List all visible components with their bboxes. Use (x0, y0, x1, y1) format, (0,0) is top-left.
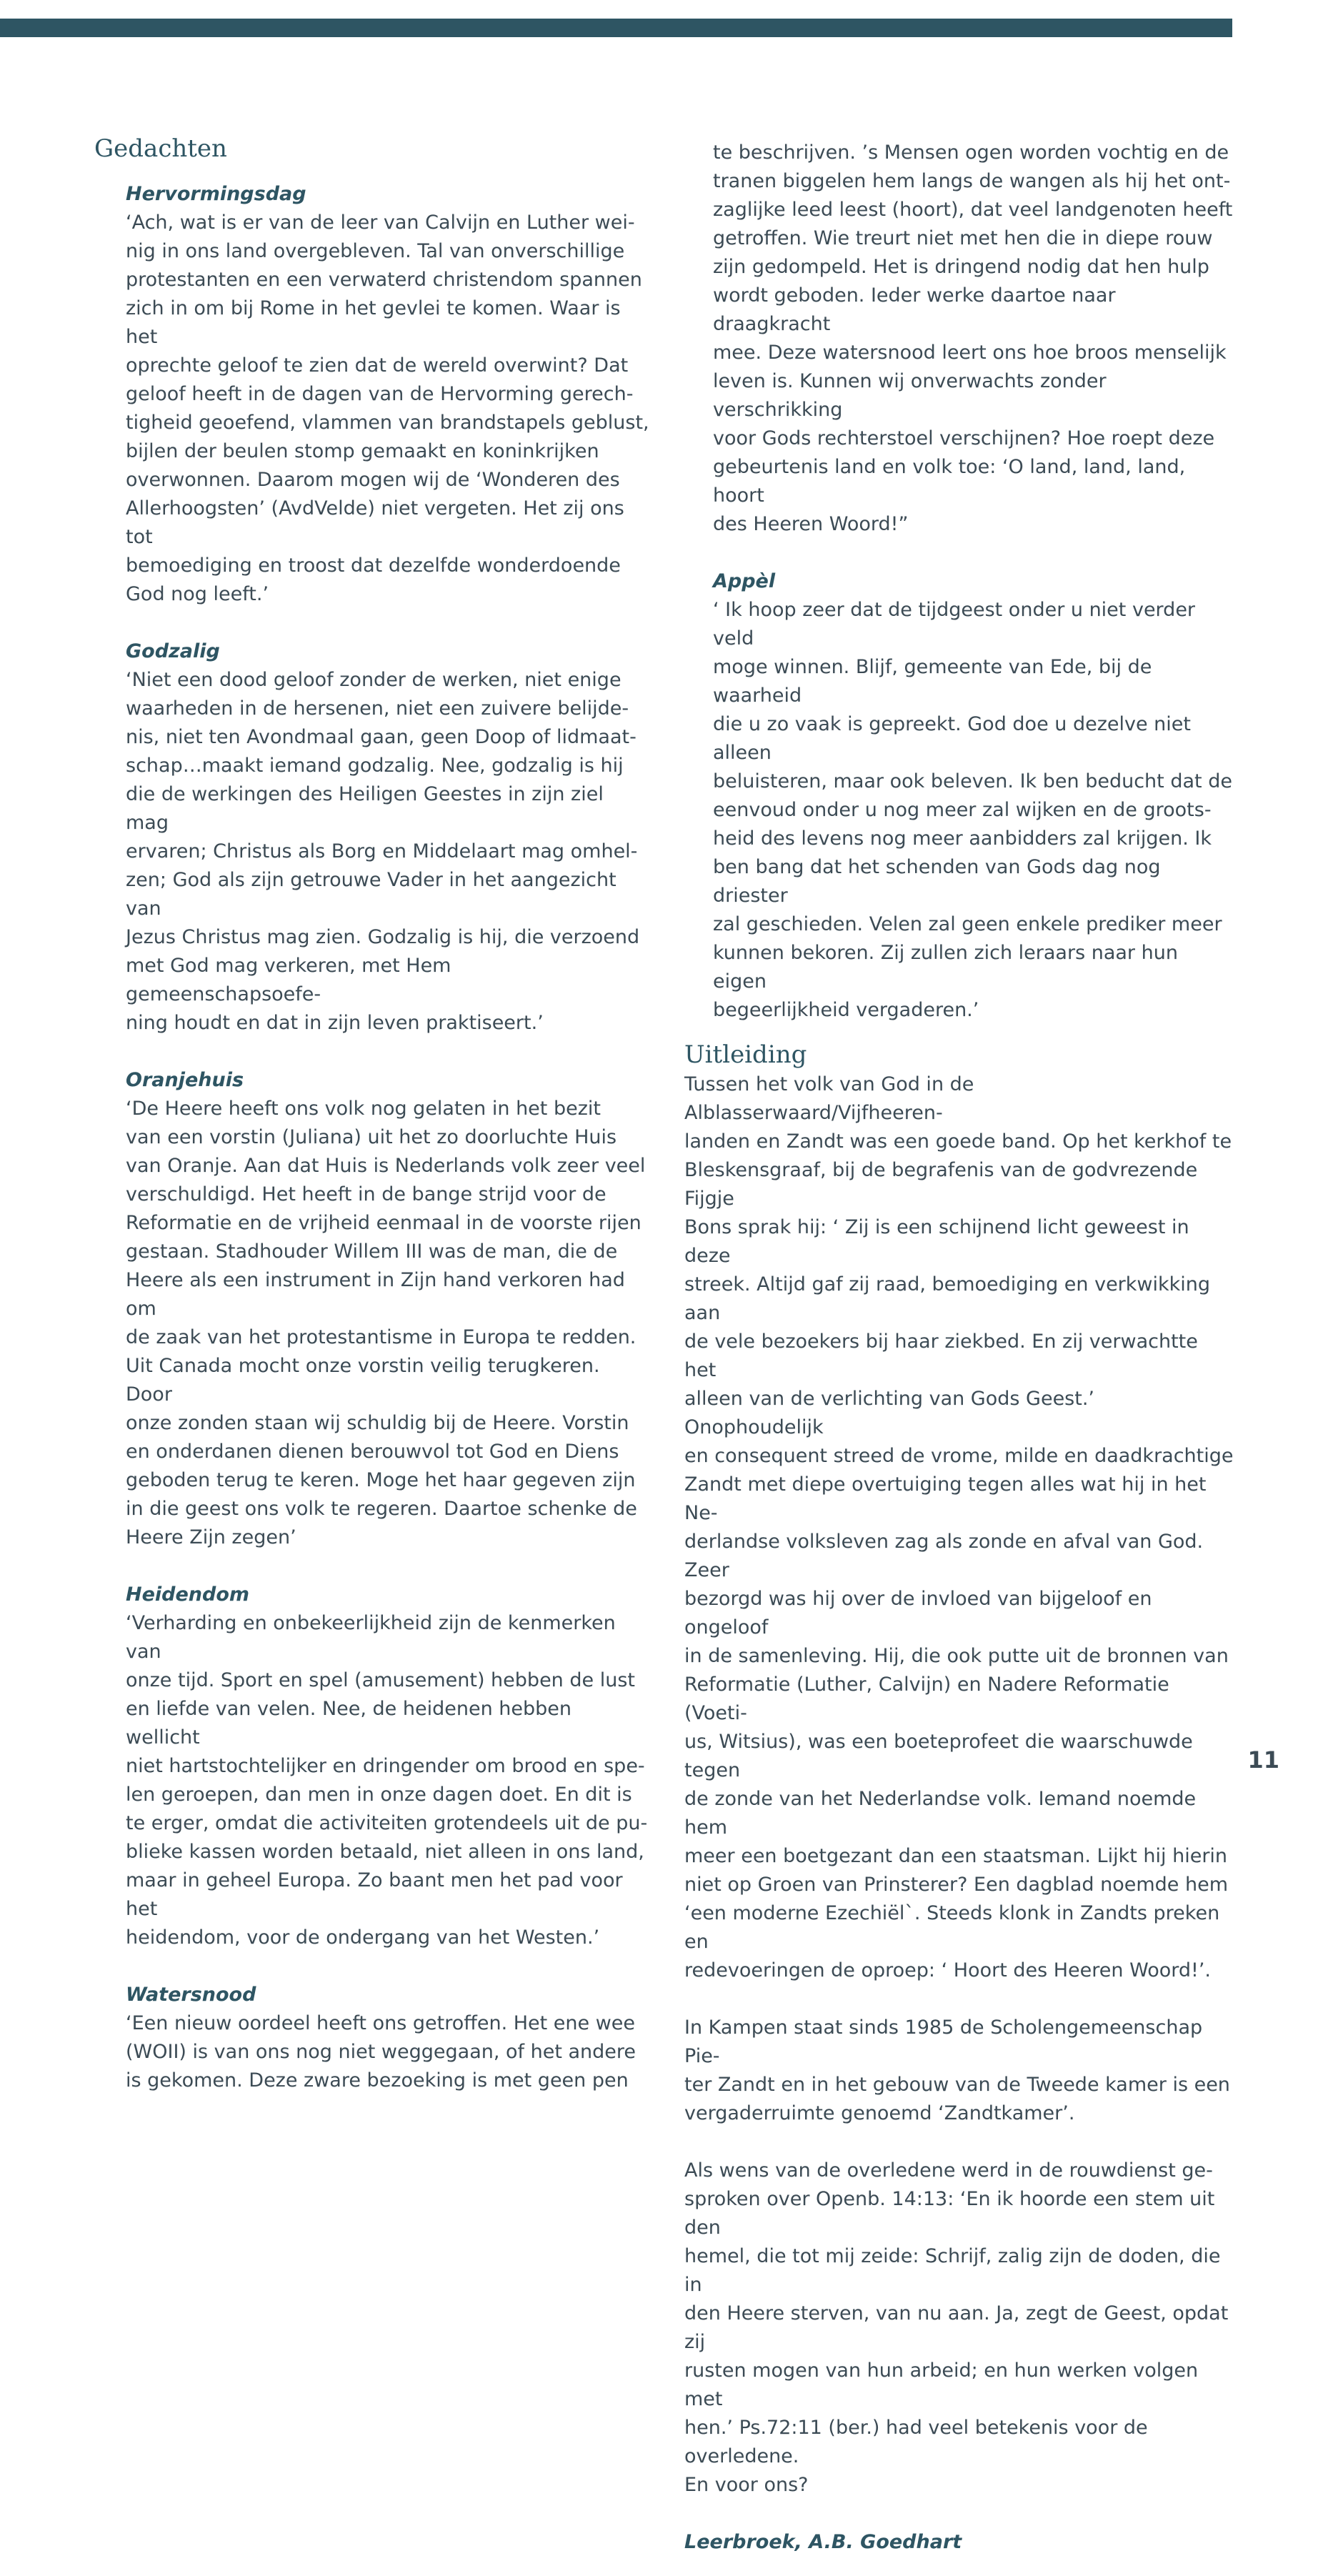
section-hervormingsdag (126, 180, 650, 609)
section-heidendom (126, 1581, 650, 1952)
page-number: 11 (1247, 1746, 1279, 1774)
paragraph: In Kampen staat sinds 1985 de Scholengemeenschap Pie- ter Zandt en in het gebouw van de Tweede kamer is een vergaderruimte genoemd ‘Zandtkamer’. (684, 2016, 1230, 2124)
section-heading-gedachten: Gedachten (94, 134, 227, 163)
subheading: Godzalig (126, 640, 220, 662)
paragraph: ‘Verharding en onbekeerlijkheid zijn de kenmerken van onze tijd. Sport en spel (amusement) hebben de lust en liefde van velen. Nee, de heidenen hebben wellicht niet hartstochtelijker en dringender om brood en spe- len geroepen, dan men in onze dagen doet. En dit is te erger, omdat die activiteiten grotendeels uit de pu- blieke kassen worden betaald, niet alleen in ons land, maar in geheel Europa. Zo baant men het pad voor het heidendom, voor de ondergang van het Westen.’ (126, 1612, 648, 1949)
paragraph: ‘Ach, wat is er van de leer van Calvijn en Luther wei- nig in ons land overgebleven. Tal van onverschillige protestanten en een verwaterd christendom spannen zich in om bij Rome in het gevlei te komen. Waar is het oprechte geloof te zien dat de wereld overwint? Dat geloof heeft in de dagen van de Hervorming gerech- tigheid geoefend, vlammen van brandstapels geblust, bijlen der beulen stomp gemaakt en koninkrijken overwonnen. Daarom mogen wij de ‘Wonderen des Allerhoogsten’ (AvdVelde) niet vergeten. Het zij ons tot bemoediging en troost dat dezelfde wonderdoende God nog leeft.’ (126, 212, 649, 605)
section-watersnood-continued (713, 139, 1234, 539)
paragraph: ‘Niet een dood geloof zonder de werken, niet enige waarheden in de hersenen, niet een zuivere belijde- nis, niet ten Avondmaal gaan, geen Doop of lidmaat- schap…maakt iemand godzalig. Nee, godzalig is hij die de werkingen des Heiligen Geestes in zijn ziel mag ervaren; Christus als Borg en Middelaart mag omhel- zen; God als zijn getrouwe Vader in het aangezicht van Jezus Christus mag zien. Godzalig is hij, die verzoend met God mag verkeren, met Hem gemeenschapsoefe- ning houdt en dat in zijn leven praktiseert.’ (126, 669, 640, 1034)
subheading: Oranjehuis (126, 1069, 244, 1091)
section-godzalig (126, 637, 650, 1038)
paragraph: te beschrijven. ’s Mensen ogen worden vochtig en de tranen biggelen hem langs de wangen als hij het ont- zaglijke leed leest (hoort), dat veel landgenoten heeft getroffen. Wie treurt niet met hen die in diepe rouw zijn gedompeld. Het is dringend nodig dat hen hulp wordt geboden. Ieder werke daartoe naar draagkracht mee. Deze watersnood leert ons hoe broos menselijk leven is. Kunnen wij onverwachts zonder verschrikking voor Gods rechterstoel verschijnen? Hoe roept deze gebeurtenis land en volk toe: ‘O land, land, land, hoort des Heeren Woord!” (713, 141, 1233, 535)
section-appel (713, 567, 1234, 1025)
author-signature: Leerbroek, A.B. Goedhart (684, 2531, 962, 2553)
right-column (684, 139, 1234, 2576)
paragraph: Tussen het volk van God in de Alblasserwaard/Vijfheeren- landen en Zandt was een goede band. Op het kerkhof te Bleskensgraaf, bij de begrafenis van de godvrezende Fijgje Bons sprak hij: ‘ Zij is een schijnend licht geweest in deze streek. Altijd gaf zij raad, bemoediging en verkwikking aan de vele bezoekers bij haar ziekbed. En zij verwachtte het alleen van de verlichting van Gods Geest.’ Onophoudelijk en consequent streed de vrome, milde en daadkrachtige Zandt met diepe overtuiging tegen alles wat hij in het Ne- derlandse volksleven zag als zonde en afval van God. Zeer bezorgd was hij over de invloed van bijgeloof en ongeloof in de samenleving. Hij, die ook putte uit de bronnen van Reformatie (Luther, Calvijn) en Nadere Reformatie (Voeti- us, Witsius), was een boeteprofeet die waarschuwde tegen de zonde van het Nederlandse volk. Iemand noemde hem meer een boetgezant dan een staatsman. Lijkt hij hierin niet op Groen van Prinsterer? Een dagblad noemde hem ‘een moderne Ezechiël`. Steeds klonk in Zandts preken en redevoeringen de oproep: ‘ Hoort des Heeren Woord!’. (684, 1073, 1234, 1981)
paragraph: ‘ Ik hoop zeer dat de tijdgeest onder u niet verder veld moge winnen. Blijf, gemeente van Ede, bij de waarheid die u zo vaak is gepreekt. God doe u dezelve niet alleen beluisteren, maar ook beleven. Ik ben beducht dat de eenvoud onder u nog meer zal wijken en de groots- heid des levens nog meer aanbidders zal krijgen. Ik ben bang dat het schenden van Gods dag nog driester zal geschieden. Velen zal geen enkele prediker meer kunnen bekoren. Zij zullen zich leraars naar hun eigen begeerlijkheid vergaderen.’ (713, 599, 1232, 1021)
section-uitleiding (684, 1039, 1234, 2557)
subheading: Watersnood (126, 1984, 256, 2006)
subheading: Appèl (713, 570, 776, 592)
left-column (94, 133, 650, 2095)
section-oranjehuis (126, 1066, 650, 1552)
header-bar (0, 19, 1232, 37)
section-heading-uitleiding: Uitleiding (684, 1040, 807, 1069)
paragraph: Als wens van de overledene werd in de rouwdienst ge- sproken over Openb. 14:13: ‘En ik hoorde een stem uit den hemel, die tot mij zeide: Schrijf, zalig zijn de doden, die in den Heere sterven, van nu aan. Ja, zegt de Geest, opdat zij rusten mogen van hun arbeid; en hun werken volgen met hen.’ Ps.72:11 (ber.) had veel betekenis voor de overledene. En voor ons? (684, 2159, 1229, 2496)
section-watersnood (126, 1981, 650, 2095)
paragraph: ‘De Heere heeft ons volk nog gelaten in het bezit van een vorstin (Juliana) uit het zo doorluchte Huis van Oranje. Aan dat Huis is Nederlands volk zeer veel verschuldigd. Het heeft in de bange strijd voor de Reformatie en de vrijheid eenmaal in de voorste rijen gestaan. Stadhouder Willem III was de man, die de Heere als een instrument in Zijn hand verkoren had om de zaak van het protestantisme in Europa te redden. Uit Canada mocht onze vorstin veilig terugkeren. Door onze zonden staan wij schuldig bij de Heere. Vorstin en onderdanen dienen berouwvol tot God en Diens geboden terug te keren. Moge het haar gegeven zijn in die geest ons volk te regeren. Daartoe schenke de Heere Zijn zegen’ (126, 1098, 646, 1548)
paragraph: ‘Een nieuw oordeel heeft ons getroffen. Het ene wee (WOII) is van ons nog niet weggegaan, of het andere is gekomen. Deze zware bezoeking is met geen pen (126, 2012, 636, 2092)
subheading: Hervormingsdag (126, 183, 306, 205)
subheading: Heidendom (126, 1583, 250, 1606)
